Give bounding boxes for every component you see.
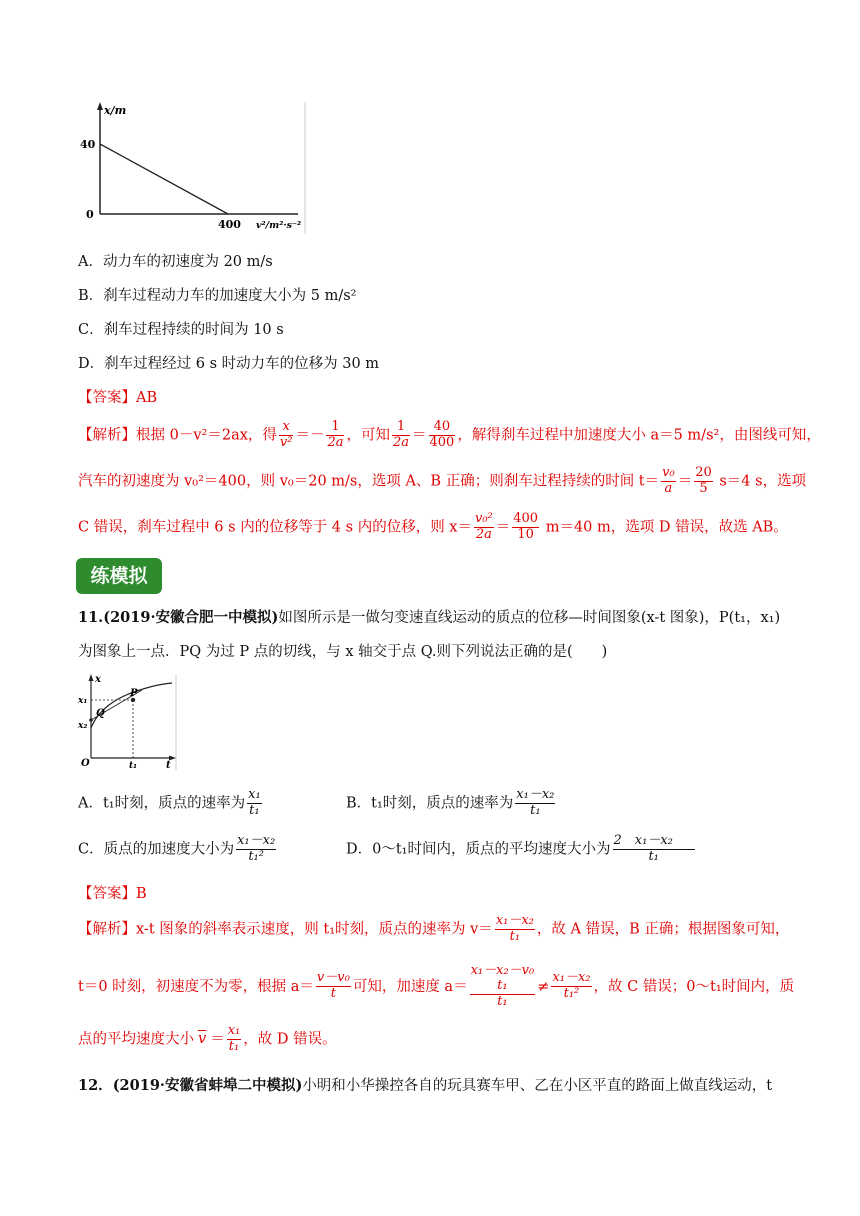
label-x1: x₁ — [78, 696, 88, 706]
label-p: P — [130, 688, 138, 699]
option-d: D．刹车过程经过 6 s 时动力车的位移为 30 m — [78, 356, 380, 372]
x-v2-graph — [76, 100, 308, 236]
label-x2: x₂ — [78, 721, 88, 731]
origin-label: 0 — [86, 208, 94, 221]
y-axis-label: x/m — [104, 104, 127, 117]
answer-q11: 【答案】B — [78, 886, 147, 902]
explain-q11-line3: 点的平均速度大小 $\overline{v}$ ＝ $\frac{\text{x₁}}{\text{t₁}}$ ，故 D 错误。 — [78, 1023, 337, 1054]
point-q — [89, 718, 93, 722]
section-banner: 练模拟 — [76, 558, 162, 594]
q11-stem-line1: 11.(2019·安徽合肥一中模拟)如图所示是一做匀变速直线运动的质点的位移—时间图象(x-t 图象)，P(t₁，x₁) — [78, 609, 781, 626]
answer-q10: 【答案】AB — [78, 390, 158, 406]
option-c: C．刹车过程持续的时间为 10 s — [78, 322, 284, 338]
explain-q10-line1: 【解析】根据 0－v²＝2ax，得 $\frac{x}{\text{v²}}$ ＝－ $\frac{1}{2a}$ ，可知 $\frac{1}{2a}$ ＝ $\frac{40}{400}$ ，解得刹车过程中加速度大小 a＝5 m/s²，由图线可知， — [78, 419, 821, 450]
label-t1: t₁ — [129, 761, 138, 771]
axis-x-label: x — [95, 674, 101, 685]
explain-q11-line1: 【解析】x-t 图象的斜率表示速度，则 t₁时刻，质点的速率为 v＝ $\frac{\text{x₁－x₂}}{\text{t₁}}$ ，故 A 错误，B 正确；根据图象可知， — [78, 913, 790, 944]
option-b: B．刹车过程动力车的加速度大小为 5 m/s² — [78, 288, 357, 304]
y-tick-40: 40 — [80, 138, 96, 151]
label-q: Q — [96, 708, 105, 719]
option-a: A．动力车的初速度为 20 m/s — [78, 254, 273, 270]
q11-option-a: A．t₁时刻，质点的速率为 $\frac{\text{x₁}}{\text{t₁}}$ — [78, 787, 261, 818]
q11-stem-line2: 为图象上一点．PQ 为过 P 点的切线，与 x 轴交于点 Q.则下列说法正确的是( ) — [78, 644, 608, 660]
q11-option-d: D．0～t₁时间内，质点的平均速度大小为 $\frac{\text{2 x₁－x₂}}{\text{t₁}}$ — [346, 834, 697, 865]
x-axis-label: v²/m²·s⁻² — [256, 220, 302, 231]
explain-q10-line2: 汽车的初速度为 v₀²＝400，则 v₀＝20 m/s，选项 A、B 正确；则刹车过程持续的时间 t＝ $\frac{\text{v₀}}{a}$ ＝ $\frac{20}{5}$ s＝4 s，选项 — [78, 465, 807, 496]
x-t-graph — [76, 672, 180, 772]
x-tick-400: 400 — [218, 218, 241, 231]
q11-option-c: C．质点的加速度大小为 $\frac{\text{x₁－x₂}}{\text{t₁²}}$ — [78, 833, 276, 864]
explain-q11-line2: t＝0 时刻，初速度不为零，根据 a＝ $\frac{\text{v－v₀}}{t}$ 可知，加速度 a＝ x₁－x₂－v₀ t₁ t₁ ≠ $\frac{\text{x₁－x₂}}{\text{t₁²}}$ ，故 C 错误；0～t₁时间内，质 — [78, 963, 795, 1009]
data-line — [100, 144, 228, 214]
label-o: O — [81, 758, 90, 769]
explain-q10-line3: C 错误，刹车过程中 6 s 内的位移等于 4 s 内的位移，则 x＝ $\frac{\text{v₀²}}{2a}$ ＝ $\frac{400}{10}$ m＝40 m，选项 D 错误，故选 AB。 — [78, 511, 788, 542]
axis-t-label: t — [166, 760, 171, 771]
q11-option-b: B．t₁时刻，质点的速率为 $\frac{\text{x₁－x₂}}{\text{t₁}}$ — [346, 787, 555, 818]
q12-stem: 12．(2019·安徽省蚌埠二中模拟)小明和小华操控各自的玩具赛车甲、乙在小区平直的路面上做直线运动，t — [78, 1077, 773, 1094]
